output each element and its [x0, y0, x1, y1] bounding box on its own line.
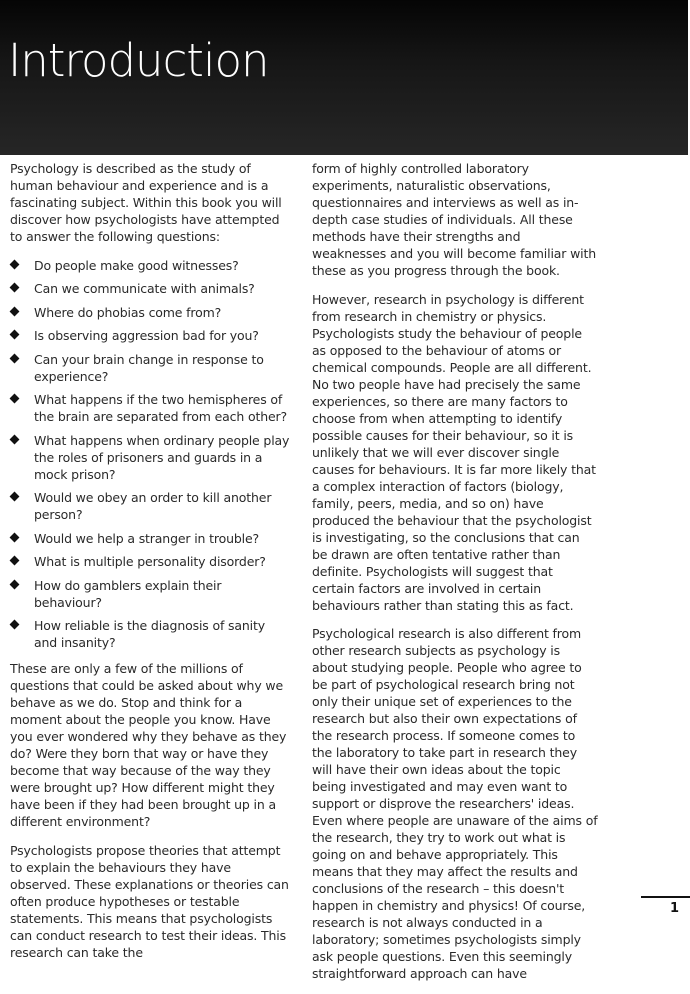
- diamond-bullet-icon: [10, 330, 20, 340]
- body-paragraph: form of highly controlled laboratory experiments, naturalistic observations, questionnaires and interviews as well as in-depth case studies of individuals. All these methods have their strengths and weaknesses and you will become familiar with these as you progress through the book.: [312, 161, 597, 278]
- list-item: [10, 327, 290, 344]
- list-item-text: What happens when ordinary people play the roles of prisoners and guards in a mock prison?: [34, 432, 290, 482]
- diamond-bullet-icon: [10, 620, 20, 630]
- footer-rule: [641, 896, 690, 898]
- list-item-text: What happens if the two hemispheres of the brain are separated from each other?: [34, 392, 287, 424]
- diamond-bullet-icon: [10, 353, 20, 363]
- title-banner: [0, 0, 688, 155]
- list-item: [10, 280, 290, 297]
- list-item: [10, 577, 290, 611]
- list-item-text: Would we obey an order to kill another person?: [34, 490, 272, 522]
- diamond-bullet-icon: [10, 394, 20, 404]
- diamond-bullet-icon: [10, 532, 20, 542]
- diamond-bullet-icon: [10, 434, 20, 444]
- diamond-bullet-icon: [10, 259, 20, 269]
- diamond-bullet-icon: [10, 306, 20, 316]
- list-item-text: Is observing aggression bad for you?: [34, 328, 259, 343]
- intro-paragraph: Psychology is described as the study of human behaviour and experience and is a fascinating subject. Within this book you will discover how psychologists have attempted to answer the following questions:: [10, 161, 282, 244]
- list-item: [10, 530, 290, 547]
- list-item-text: Can your brain change in response to experience?: [34, 351, 264, 384]
- list-item-text: How do gamblers explain their behaviour?: [34, 577, 222, 610]
- right-column: [312, 160, 598, 994]
- list-item-text: Do people make good witnesses?: [34, 257, 239, 273]
- list-item: [10, 553, 290, 570]
- list-item: [10, 617, 290, 651]
- left-column: [10, 160, 290, 972]
- page-title: Introduction: [8, 34, 269, 87]
- list-item-text: Where do phobias come from?: [34, 304, 222, 320]
- list-item-text: Would we help a stranger in trouble?: [34, 530, 260, 546]
- diamond-bullet-icon: [10, 492, 20, 502]
- diamond-bullet-icon: [10, 579, 20, 589]
- list-item: [10, 351, 290, 385]
- body-paragraph: Psychological research is also different from other research subjects as psychology is about studying people. People who agree to be part of psychological research bring not only their unique set of experiences to the research but also their own expectations of the research process. If someone comes to the laboratory to take part in research they will have their own ideas about the topic being investigated and may even want to support or disprove the researchers' ideas. Even where people are unaware of the aims of the research, they try to work out what is going on and behave appropriately. This means that they may affect the results and conclusions of the research – this doesn't happen in chemistry and physics! Of course, research is not always conducted in a laboratory; sometimes psychologists simply ask people questions. Even this seemingly straightforward approach can have: [312, 626, 598, 981]
- list-item: [10, 304, 290, 321]
- body-paragraph: Psychologists propose theories that attempt to explain the behaviours they have observed. These explanations or theories can often produce hypotheses or testable statements. This means that psychologists can conduct research to test their ideas. This research can take the: [10, 842, 289, 960]
- list-item-text: How reliable is the diagnosis of sanity and insanity?: [34, 618, 266, 650]
- list-item: [10, 489, 290, 523]
- list-item: [10, 257, 290, 274]
- list-item-text: Can we communicate with animals?: [34, 281, 255, 296]
- body-paragraph: However, research in psychology is different from research in chemistry or physics. Psychologists study the behaviour of people as opposed to the behaviour of atoms or chemical compounds. People are all different. No two people have had precisely the same experiences, so there are many factors to choose from when attempting to identify possible causes for their behaviour, so it is unlikely that we will ever discover single causes for behaviours. It is far more likely that a complex interaction of factors (biology, family, peers, media, and so on) have produced the behaviour that the psychologist is investigating, so the conclusions that can be drawn are often tentative rather than definite. Psychologists will suggest that certain factors are involved in certain behaviours rather than stating this as fact.: [312, 291, 596, 613]
- list-item-text: What is multiple personality disorder?: [34, 554, 266, 569]
- page-number: 1: [670, 901, 680, 916]
- list-item: [10, 432, 290, 483]
- list-item: [10, 391, 290, 425]
- question-list: [10, 257, 290, 652]
- diamond-bullet-icon: [10, 556, 20, 566]
- body-paragraph: These are only a few of the millions of questions that could be asked about why we behave as we do. Stop and think for a moment about the people you know. Have you ever wondered why they behave as they do? Were they born that way or have they become that way because of the way they were brought up? How different might they have been if they had been brought up in a different environment?: [10, 661, 287, 829]
- diamond-bullet-icon: [10, 283, 20, 293]
